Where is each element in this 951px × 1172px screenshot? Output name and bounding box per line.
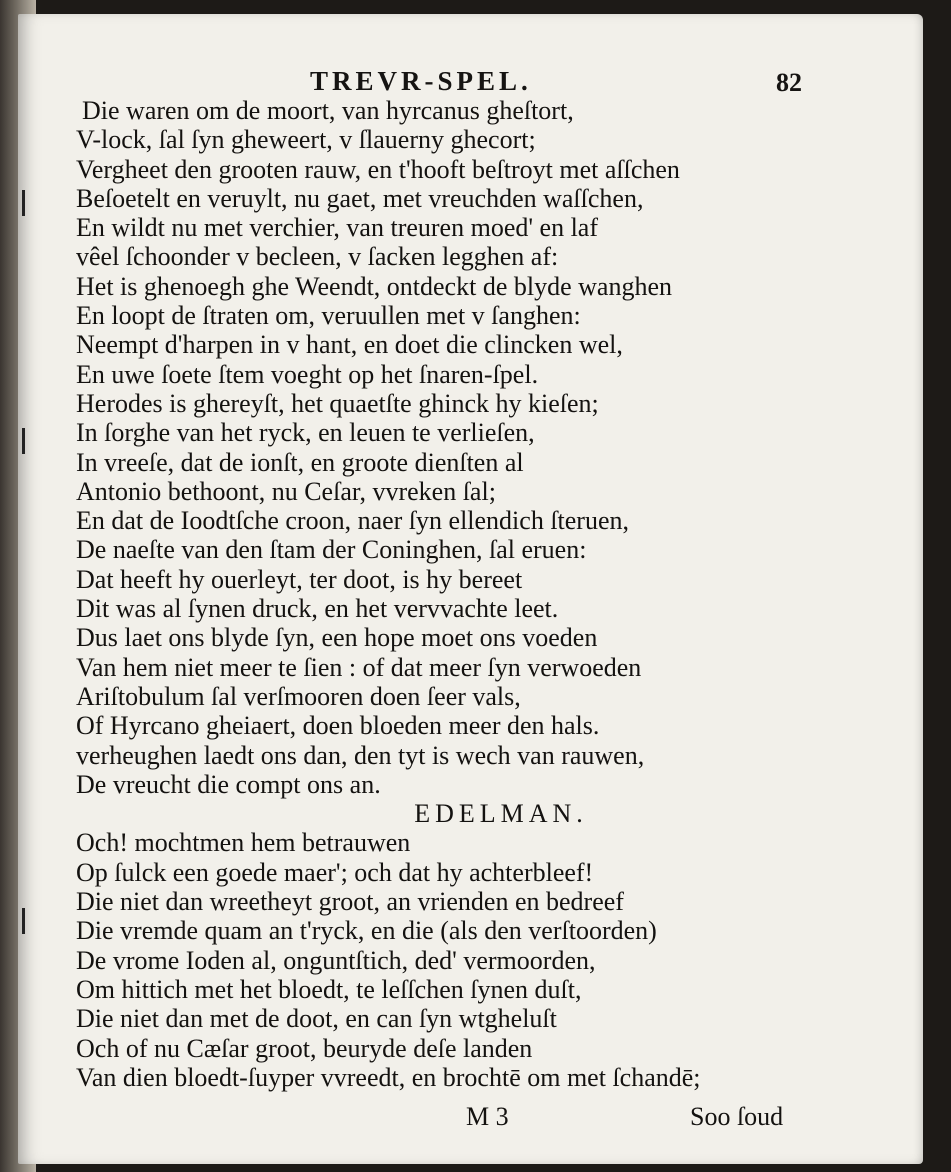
verse-line: Dit was al ſynen druck, en het vervvachte leet.	[76, 594, 559, 624]
verse-line: Och! mochtmen hem betrauwen	[76, 828, 411, 858]
verse-line: Die vremde quam an t'ryck, en die (als den verſtoorden)	[76, 916, 657, 946]
verse-line: Die niet dan met de doot, en can ſyn wtgheluſt	[76, 1004, 557, 1034]
verse-line: verheughen laedt ons dan, den tyt is wech van rauwen,	[76, 740, 645, 770]
verse-line: Antonio bethoont, nu Ceſar, vvreken ſal;	[76, 476, 496, 506]
verse-line: Beſoetelt en veruylt, nu gaet, met vreuchden waſſchen,	[76, 183, 644, 213]
margin-mark	[22, 908, 25, 934]
verse-line: In ſorghe van het ryck, en leuen te verlieſen,	[76, 418, 535, 448]
verse-block	[76, 96, 836, 1092]
verse-line: Of Hyrcano gheiaert, doen bloeden meer den hals.	[76, 711, 600, 741]
verse-line: En wildt nu met verchier, van treuren moed' en laf	[76, 213, 599, 243]
verse-line: Die niet dan wreetheyt groot, an vrienden en bedreef	[76, 887, 624, 917]
signature-mark: M 3	[466, 1102, 509, 1131]
verse-line: Op ſulck een goede maer'; och dat hy achterbleef!	[76, 857, 594, 887]
verse-line: V-lock, ſal ſyn gheweert, v ſlauerny ghecort;	[76, 125, 536, 155]
verse-line: Dat heeft hy ouerleyt, ter doot, is hy bereet	[76, 564, 523, 594]
verse-line: Herodes is ghereyſt, het quaetſte ghinck hy kieſen;	[76, 388, 599, 418]
page-number: 82	[776, 68, 802, 97]
verse-line: Ariſtobulum ſal verſmooren doen ſeer vals,	[76, 681, 521, 711]
verse-line: Die waren om de moort, van hyrcanus gheſtort,	[82, 96, 574, 125]
verse-line: Vergheet den grooten rauw, en t'hooft beſtroyt met aſſchen	[76, 154, 680, 184]
verse-line: En loopt de ſtraten om, veruullen met v ſanghen:	[76, 301, 581, 331]
speaker-heading: EDELMAN.	[414, 799, 588, 829]
catchword: Soo ſoud	[690, 1102, 784, 1131]
verse-line: Och of nu Cæſar groot, beuryde deſe landen	[76, 1033, 533, 1063]
verse-line: vêel ſchoonder v becleen, v ſacken legghen af:	[76, 242, 559, 272]
verse-line: Neempt d'harpen in v hant, en doet die clincken wel,	[76, 330, 623, 360]
verse-line: Van dien bloedt-ſuyper vvreedt, en brochtē om met ſchandē;	[76, 1062, 701, 1092]
running-head: TREVR-SPEL.	[310, 66, 532, 96]
verse-line: De naeſte van den ſtam der Coninghen, ſal eruen:	[76, 535, 587, 565]
verse-line: Dus laet ons blyde ſyn, een hope moet ons voeden	[76, 623, 598, 653]
verse-line: Het is ghenoegh ghe Weendt, ontdeckt de blyde wanghen	[76, 271, 672, 301]
margin-mark	[22, 190, 25, 216]
margin-mark	[22, 428, 25, 454]
verse-line: En dat de Ioodtſche croon, naer ſyn ellendich ſteruen,	[76, 506, 630, 536]
verse-line: In vreeſe, dat de ionſt, en groote dienſten al	[76, 447, 524, 477]
verse-line: De vreucht die compt ons an.	[76, 769, 381, 799]
verse-line: De vrome Ioden al, onguntſtich, ded' vermoorden,	[76, 945, 596, 975]
verse-line: Van hem niet meer te ſien : of dat meer ſyn verwoeden	[76, 652, 642, 682]
verse-line: En uwe ſoete ſtem voeght op het ſnaren-ſpel.	[76, 359, 539, 389]
verse-line: Om hittich met het bloedt, te leſſchen ſynen duſt,	[76, 974, 582, 1004]
